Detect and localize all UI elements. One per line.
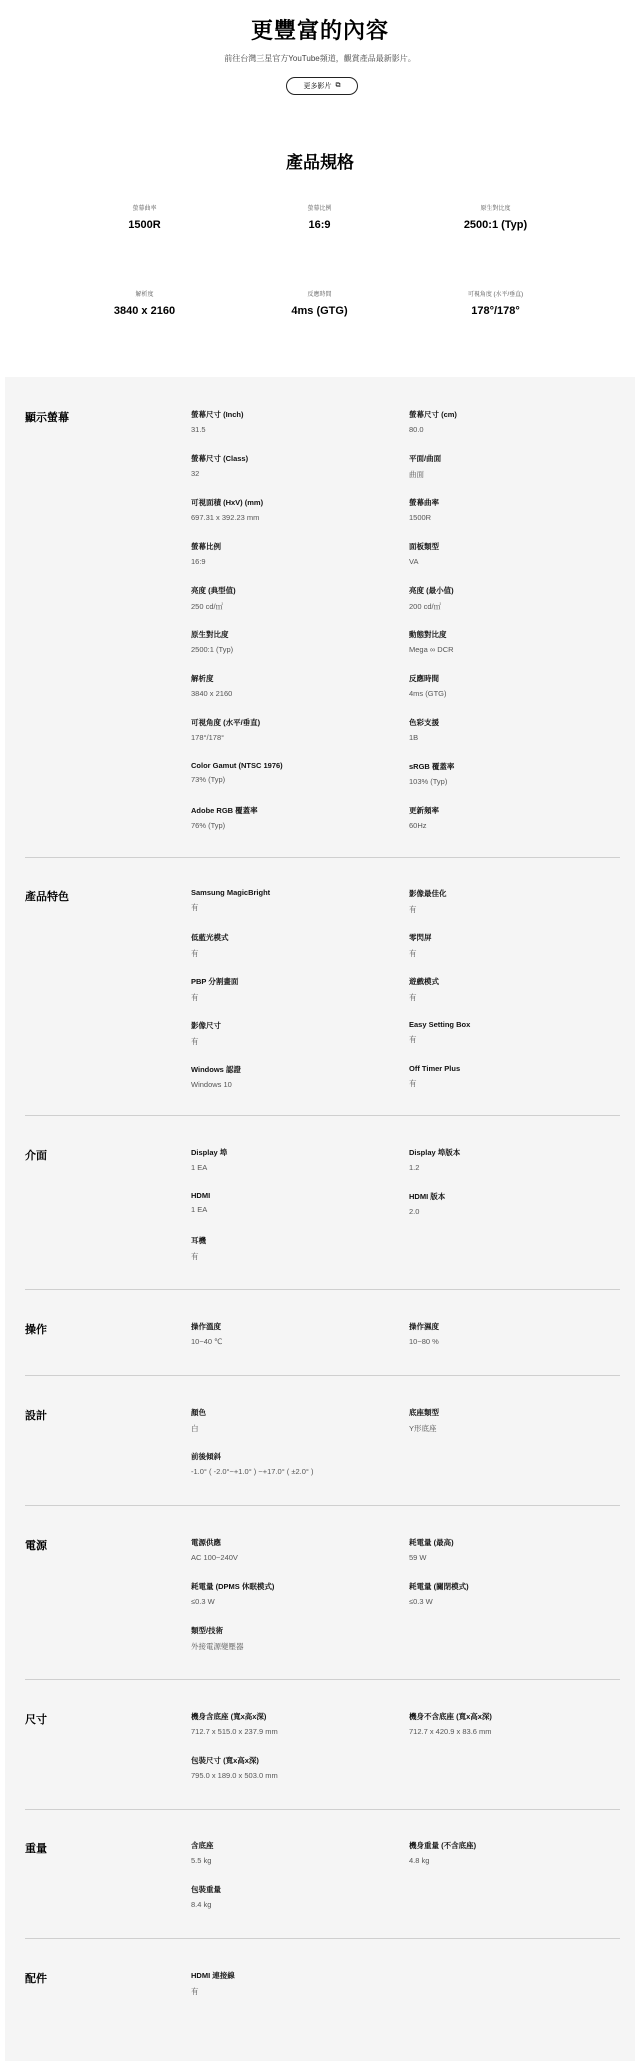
spec-value: ≤0.3 W (191, 1597, 215, 1606)
spec-item (409, 1064, 609, 1089)
section-title: 介面 (25, 1150, 47, 1162)
spec-value: 1 EA (191, 1163, 208, 1172)
spec-value: 59 W (409, 1553, 427, 1562)
spec-item (191, 1711, 391, 1736)
more-videos-button[interactable] (286, 77, 358, 95)
spec-value: 32 (191, 469, 200, 478)
spec-item (191, 1840, 391, 1865)
spec-value: 有 (409, 905, 417, 914)
spec-value: ≤0.3 W (409, 1597, 433, 1606)
hero-subtitle: 前往台灣三星官方YouTube頻道，觀賞產品最新影片。 (224, 54, 416, 63)
spec-value: 200 cd/㎡ (409, 602, 442, 611)
spec-value: 31.5 (191, 425, 206, 434)
spec-item (409, 976, 609, 1003)
section-title: 尺寸 (25, 1714, 47, 1726)
highlight-label: 螢幕比例 (307, 206, 332, 212)
spec-value: 5.5 kg (191, 1856, 212, 1865)
spec-key: 操作濕度 (409, 1322, 439, 1331)
spec-key: 螢幕尺寸 (Inch) (191, 410, 244, 419)
spec-key: 動態對比度 (409, 630, 447, 639)
section-display (25, 409, 620, 849)
spec-item (409, 1537, 609, 1562)
spec-value: 80.0 (409, 425, 424, 434)
spec-value: 795.0 x 189.0 x 503.0 mm (191, 1771, 278, 1780)
spec-key: 含底座 (191, 1841, 214, 1850)
spec-key: 機身不含底座 (寬x高x深) (409, 1712, 492, 1721)
highlight-value: 4ms (GTG) (291, 305, 348, 317)
spec-item (191, 453, 391, 478)
spec-key: 螢幕尺寸 (Class) (191, 454, 249, 463)
spec-item (191, 976, 391, 1003)
spec-item (409, 629, 609, 654)
spec-value: 有 (409, 1079, 417, 1088)
spec-value: VA (409, 557, 419, 566)
spec-key: Windows 認證 (191, 1065, 241, 1074)
spec-item (191, 1321, 391, 1346)
section-power (25, 1537, 620, 1677)
spec-value: 10~80 % (409, 1337, 439, 1346)
spec-item (191, 1625, 391, 1652)
spec-value: 1B (409, 733, 419, 742)
spec-item (191, 932, 391, 959)
spec-key: 反應時間 (409, 674, 439, 683)
spec-key: 耗電量 (最高) (409, 1538, 454, 1547)
spec-item (409, 541, 609, 566)
spec-item (409, 1407, 609, 1434)
spec-key: 可視角度 (水平/垂直) (191, 718, 261, 727)
spec-key: Easy Setting Box (409, 1020, 471, 1029)
spec-item (191, 888, 391, 913)
spec-value: 73% (Typ) (191, 775, 226, 784)
more-videos-label: 更多影片 (303, 83, 332, 90)
spec-value: 2.0 (409, 1207, 420, 1216)
spec-key: 更新頻率 (409, 806, 439, 815)
spec-item (409, 1581, 609, 1606)
section-accessories (25, 1970, 620, 2010)
spec-key: 可視面積 (HxV) (mm) (191, 498, 264, 507)
section-features (25, 888, 620, 1108)
spec-item (191, 1970, 391, 1997)
section-divider (25, 1505, 620, 1506)
spec-key: 類型/技術 (191, 1626, 224, 1635)
spec-item (191, 1451, 411, 1476)
spec-key: 解析度 (191, 674, 214, 683)
spec-item (191, 805, 391, 830)
spec-key: 螢幕尺寸 (cm) (409, 410, 457, 419)
spec-key: Color Gamut (NTSC 1976) (191, 761, 283, 770)
spec-value: 712.7 x 515.0 x 237.9 mm (191, 1727, 278, 1736)
spec-item (191, 1191, 391, 1214)
spec-item (191, 1147, 391, 1172)
spec-item (409, 1147, 609, 1172)
spec-value: 白 (191, 1424, 199, 1433)
spec-key: 原生對比度 (191, 630, 229, 639)
spec-item (409, 932, 609, 959)
spec-key: PBP 分割畫面 (191, 977, 239, 986)
spec-value: 10~40 ℃ (191, 1337, 223, 1346)
spec-item (409, 1840, 609, 1865)
spec-value: AC 100~240V (191, 1553, 238, 1562)
spec-item (409, 585, 609, 612)
spec-key: sRGB 覆蓋率 (409, 762, 455, 771)
highlight-value: 16:9 (308, 219, 331, 231)
section-dimensions (25, 1711, 620, 1801)
spec-key: HDMI (191, 1191, 211, 1200)
section-divider (25, 857, 620, 858)
section-divider (25, 1809, 620, 1810)
section-interface (25, 1147, 620, 1287)
spec-key: 底座類型 (409, 1408, 439, 1417)
spec-value: 有 (191, 1987, 199, 1996)
highlight-value: 2500:1 (Typ) (463, 219, 528, 231)
spec-item (191, 541, 391, 566)
spec-value: -1.0° ( -2.0°~+1.0° ) ~+17.0° ( ±2.0° ) (191, 1467, 314, 1476)
spec-item (409, 761, 609, 786)
spec-item (191, 717, 391, 742)
spec-key: 亮度 (典型值) (191, 586, 236, 595)
content-header (0, 0, 640, 372)
external-link-icon: ⧉ (335, 82, 341, 89)
section-divider (25, 1938, 620, 1939)
spec-table (5, 377, 635, 2061)
spec-item (409, 1191, 609, 1216)
spec-item (409, 888, 609, 915)
highlight-label: 螢幕曲率 (132, 206, 157, 212)
spec-key: 包裝尺寸 (寬x高x深) (191, 1756, 259, 1765)
spec-key: 耳機 (191, 1236, 206, 1245)
spec-key: 顏色 (191, 1408, 206, 1417)
spec-key: 螢幕比例 (191, 542, 221, 551)
spec-item (409, 1321, 609, 1346)
spec-key: 亮度 (最小值) (409, 586, 454, 595)
spec-item (409, 805, 609, 830)
spec-value: 1 EA (191, 1205, 208, 1214)
spec-key: 操作溫度 (191, 1322, 221, 1331)
spec-item (409, 1711, 609, 1736)
spec-value: 1500R (409, 513, 432, 522)
spec-value: 4ms (GTG) (409, 689, 447, 698)
section-title: 重量 (25, 1843, 47, 1855)
spec-value: Windows 10 (191, 1080, 232, 1089)
highlight-label: 解析度 (135, 292, 154, 298)
spec-key: Off Timer Plus (409, 1064, 461, 1073)
spec-item (191, 1755, 391, 1780)
spec-value: 有 (409, 993, 417, 1002)
spec-item (191, 761, 391, 784)
spec-item (191, 585, 391, 612)
spec-value: 外接電源變壓器 (191, 1642, 244, 1651)
spec-value: 有 (191, 903, 199, 912)
section-operation (25, 1321, 620, 1361)
spec-item (191, 1064, 391, 1089)
section-title: 電源 (25, 1540, 47, 1552)
spec-item (191, 1020, 391, 1047)
spec-key: 螢幕曲率 (409, 498, 439, 507)
spec-value: 2500:1 (Typ) (191, 645, 234, 654)
spec-value: Y形底座 (409, 1424, 437, 1433)
spec-value: 250 cd/㎡ (191, 602, 224, 611)
spec-value: 有 (191, 1252, 199, 1261)
spec-key: 影像尺寸 (191, 1021, 221, 1030)
highlight-value: 3840 x 2160 (113, 305, 176, 317)
spec-item (191, 1537, 391, 1562)
spec-value: 60Hz (409, 821, 427, 830)
spec-key: 包裝重量 (191, 1885, 221, 1894)
highlight-value: 1500R (128, 219, 161, 231)
spec-value: 有 (409, 949, 417, 958)
highlight-value: 178°/178° (471, 305, 520, 317)
section-title: 操作 (25, 1324, 47, 1336)
spec-value: 有 (409, 1035, 417, 1044)
spec-key: 耗電量 (關閉模式) (409, 1582, 469, 1591)
spec-item (409, 717, 609, 742)
section-divider (25, 1679, 620, 1680)
spec-key: 機身重量 (不含底座) (409, 1841, 477, 1850)
spec-item (191, 497, 391, 522)
spec-value: 有 (191, 949, 199, 958)
section-title: 配件 (25, 1973, 47, 1985)
hero-title: 更豐富的內容 (250, 18, 389, 43)
spec-value: 4.8 kg (409, 1856, 430, 1865)
spec-value: 16:9 (191, 557, 206, 566)
spec-value: Mega ∞ DCR (409, 645, 454, 654)
spec-key: HDMI 連接線 (191, 1971, 235, 1980)
highlight-contrast (389, 203, 602, 231)
highlight-label: 原生對比度 (480, 206, 511, 212)
spec-value: 697.31 x 392.23 mm (191, 513, 260, 522)
spec-key: 平面/曲面 (409, 454, 442, 463)
spec-item (191, 673, 391, 698)
spec-key: 低藍光模式 (191, 933, 229, 942)
spec-item (409, 409, 609, 434)
spec-value: 178°/178° (191, 733, 225, 742)
spec-key: 色彩支援 (409, 718, 439, 727)
spec-key: 遊戲模式 (409, 977, 439, 986)
section-divider (25, 1375, 620, 1376)
spec-item (409, 453, 609, 480)
spec-key: HDMI 版本 (409, 1192, 446, 1201)
spec-key: 電源供應 (191, 1538, 221, 1547)
spec-item (191, 1235, 391, 1262)
spec-key: 面板類型 (409, 542, 439, 551)
spec-item (191, 629, 391, 654)
specs-title: 產品規格 (286, 153, 354, 172)
spec-value: 8.4 kg (191, 1900, 212, 1909)
spec-item (409, 1020, 609, 1045)
highlight-label: 反應時間 (307, 292, 332, 298)
spec-value: 76% (Typ) (191, 821, 226, 830)
spec-key: 影像最佳化 (409, 889, 447, 898)
section-title: 設計 (25, 1410, 47, 1422)
section-title: 產品特色 (25, 891, 69, 903)
spec-key: Adobe RGB 覆蓋率 (191, 806, 258, 815)
spec-value: 3840 x 2160 (191, 689, 233, 698)
spec-key: 零閃屏 (409, 933, 432, 942)
spec-item (409, 673, 609, 698)
section-divider (25, 1289, 620, 1290)
section-divider (25, 1115, 620, 1116)
spec-key: 前後傾斜 (191, 1452, 221, 1461)
spec-value: 103% (Typ) (409, 777, 448, 786)
spec-item (191, 1884, 391, 1909)
spec-item (191, 1581, 391, 1606)
spec-item (191, 1407, 391, 1434)
spec-item (191, 409, 391, 434)
spec-key: 機身含底座 (寬x高x深) (191, 1712, 267, 1721)
spec-key: Display 埠 (191, 1148, 228, 1157)
spec-key: Samsung MagicBright (191, 888, 271, 897)
spec-value: 1.2 (409, 1163, 420, 1172)
section-title: 顯示螢幕 (25, 412, 69, 424)
spec-item (409, 497, 609, 522)
spec-value: 有 (191, 993, 199, 1002)
spec-value: 712.7 x 420.9 x 83.6 mm (409, 1727, 492, 1736)
spec-value: 有 (191, 1037, 199, 1046)
spec-key: 耗電量 (DPMS 休眠模式) (191, 1582, 275, 1591)
section-design (25, 1407, 620, 1497)
highlight-viewing-angle (389, 289, 602, 317)
section-weight (25, 1840, 620, 1930)
spec-value: 曲面 (409, 470, 424, 479)
spec-key: Display 埠版本 (409, 1148, 461, 1157)
highlight-label: 可視角度 (水平/垂直) (467, 292, 524, 298)
